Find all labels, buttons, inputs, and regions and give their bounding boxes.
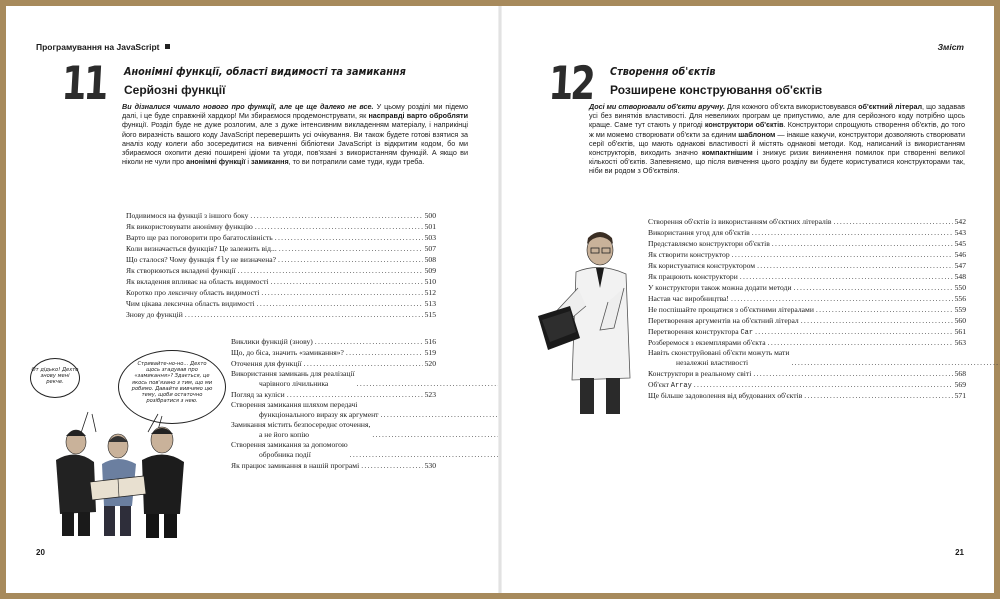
toc-entry-title-line: Створення замикання шляхом передачі	[231, 400, 358, 409]
toc-entry-title: Конструктори в реальному світі	[648, 369, 752, 378]
intro-text: , то ви потрапили саме туди, куди треба.	[288, 157, 425, 167]
toc-list	[648, 216, 966, 401]
toc-entry-title	[648, 348, 789, 368]
toc-leader	[238, 265, 423, 276]
speech-bubble-text: От дідько! Дехто знову мені рекче.	[31, 367, 79, 386]
page-number-right: 21	[955, 548, 964, 557]
toc-sub-list	[231, 336, 436, 471]
toc-entry-title: Погляд за куліси	[231, 390, 285, 399]
toc-entry-title	[231, 400, 378, 420]
toc-entry-page: 530	[424, 461, 436, 470]
toc-leader	[753, 368, 952, 379]
intro-text: функції. Розділ буде не дуже розлогим, але з дуже інтенсивним викладенням матеріалу, і наприкінці його виразність вашого коду JavaScript перевершить усі очікування. Ви також будете готові взятися за аналіз коду колеги або зосередитися на вивченні бібліотеки JavaScript із відкритим кодом, бо ми збираємося охопити деякі поширені ідіоми та угоди, пов'язані з використанням функцій. А якщо ви ніколи не чули про	[122, 120, 468, 167]
intro-text: і знижує ризик виникнення помилок при створенні великої кількості об'єктів. Запевняємо, що після вивчення цього розділу ви будете користуватися конструкторами так, ніби ви родом з Об'єктвіля.	[589, 148, 965, 176]
toc-entry-page: 569	[954, 380, 966, 389]
toc-entry-page: 516	[424, 337, 436, 346]
toc-leader	[304, 358, 423, 369]
toc-entry-title: У конструктори також можна додати методи	[648, 283, 792, 292]
toc-entry[interactable]	[231, 369, 436, 389]
toc-entry-title	[648, 379, 692, 390]
intro-text: , що задавав усі без винятків властивості. Для невеликих програм це припустимо, але для серйозного коду потрібно щось краще. Саме тут стають у пригоді	[589, 102, 965, 130]
toc-entry-title: Виклики функцій (знову)	[231, 337, 313, 346]
toc-entry-page: 545	[954, 239, 966, 248]
toc-entry[interactable]	[648, 304, 966, 315]
toc-entry-title: Оточення для функції	[231, 359, 302, 368]
toc-entry[interactable]	[648, 368, 966, 379]
scientist-reading-illustration	[530, 228, 650, 418]
toc-entry[interactable]	[648, 315, 966, 326]
chapter-subtitle: Серйозні функції	[124, 83, 226, 97]
toc-leader	[278, 254, 423, 265]
toc-leader	[791, 358, 1000, 368]
toc-entry[interactable]	[231, 400, 436, 420]
intro-bold: насправді варто обробляти	[368, 111, 468, 121]
toc-entry[interactable]	[126, 210, 436, 221]
toc-entry-page: 508	[424, 255, 436, 264]
toc-entry-page: 509	[424, 266, 436, 275]
toc-leader	[250, 210, 422, 221]
toc-leader	[185, 309, 423, 320]
intro-text: . Конструктори спрощують створення об'єктів, до того ж ми можемо створювати об'єкти за єдиним	[589, 120, 966, 139]
toc-entry[interactable]	[648, 216, 966, 227]
chapter-subtitle: Розширене конструювання об'єктів	[610, 83, 823, 97]
chapter-title: Створення об'єктів	[610, 66, 716, 78]
toc-leader	[757, 260, 953, 271]
intro-bold: анонімні функції	[186, 157, 246, 167]
toc-leader	[346, 347, 423, 358]
toc-entry-page: 560	[954, 316, 966, 325]
toc-entry[interactable]	[231, 358, 436, 369]
intro-bold: конструктори об'єктів	[704, 120, 784, 130]
toc-entry-page: 546	[954, 250, 966, 259]
toc-entry-page: 563	[954, 338, 966, 347]
running-head-right: Зміст	[937, 42, 964, 52]
toc-entry[interactable]	[648, 249, 966, 260]
toc-entry-title-line: Навіть сконструйовані об'єкти можуть мати	[648, 348, 790, 357]
toc-entry-title: Як створити конструктор	[648, 250, 730, 259]
toc-entry[interactable]	[231, 420, 436, 440]
toc-entry-page: 512	[424, 288, 436, 297]
intro-text: — інакше кажучи, конструктори дозволяють створювати серії об'єктів, що мають однакові властивості й містять однакові методи. Код, написаний із використанням конструкторів, виходить значно	[589, 129, 965, 158]
chapter-number: 11	[60, 56, 107, 110]
toc-entry-title: Що, до біса, значить «замикання»?	[231, 348, 344, 357]
toc-leader	[801, 315, 953, 326]
toc-entry-title: Як створюються вкладені функції	[126, 266, 236, 275]
toc-entry-title: Використання угод для об'єктів	[648, 228, 750, 237]
toc-entry[interactable]	[648, 293, 966, 304]
toc-leader	[834, 216, 953, 227]
toc-entry[interactable]	[126, 276, 436, 287]
toc-entry-page: 519	[424, 348, 436, 357]
toc-entry[interactable]	[231, 440, 436, 460]
intro-lead: Досі ми створювали об'єкти вручну.	[589, 102, 725, 111]
toc-entry[interactable]	[648, 282, 966, 293]
toc-leader	[315, 336, 423, 347]
toc-entry-code: Car	[740, 329, 754, 337]
running-head-left	[36, 42, 170, 52]
toc-entry-page: 520	[424, 359, 436, 368]
toc-entry[interactable]	[648, 348, 966, 368]
toc-entry[interactable]	[126, 221, 436, 232]
toc-entry-end	[789, 358, 1000, 368]
toc-entry-title: Чим цікава лексична область видимості	[126, 299, 255, 308]
toc-leader	[255, 221, 423, 232]
toc-entry-page: 547	[954, 261, 966, 270]
toc-entry-title-line: незалежні властивості	[676, 357, 749, 367]
toc-entry-title: Розберемося з екземплярами об'єкта	[648, 338, 766, 347]
left-page	[6, 6, 498, 593]
toc-leader	[772, 238, 953, 249]
toc-entry-page: 559	[954, 305, 966, 314]
toc-leader	[287, 389, 423, 400]
toc-entry-title: Як користуватися конструктором	[648, 261, 756, 270]
toc-entry-title: Як працює замикання в нашій програмі	[231, 461, 360, 470]
toc-leader	[257, 298, 423, 309]
chapter-title: Анонімні функції, області видимості та замикання	[124, 66, 406, 78]
intro-bold: об'єктний літерал	[858, 102, 923, 111]
toc-entry-title: Як використовувати анонімну функцію	[126, 222, 253, 231]
toc-entry[interactable]	[648, 326, 966, 337]
toc-leader	[361, 460, 422, 471]
toc-leader	[732, 249, 953, 260]
toc-entry-title: Як вкладення впливає на область видимості	[126, 277, 269, 286]
chapter-intro	[122, 102, 468, 166]
toc-entry[interactable]	[648, 337, 966, 348]
toc-entry-title: Коли визначається функція? Це залежить від...	[126, 244, 277, 253]
toc-entry-page: 510	[424, 277, 436, 286]
toc-leader	[794, 282, 953, 293]
toc-entry[interactable]	[126, 254, 436, 265]
toc-entry-page: 543	[954, 228, 966, 237]
intro-lead: Ви дізналися чимало нового про функції, але це ще далеко не все.	[122, 102, 374, 111]
toc-entry-title: Перетворення аргументів на об'єктний літерал	[648, 316, 799, 325]
people-reading-illustration	[40, 402, 210, 542]
intro-bold: шаблоном	[738, 129, 776, 139]
square-bullet-icon	[165, 44, 170, 49]
toc-leader	[768, 337, 953, 348]
toc-leader	[752, 227, 953, 238]
toc-entry-title	[231, 420, 370, 440]
toc-entry-page: 515	[424, 310, 436, 319]
toc-entry-page: 500	[424, 211, 436, 220]
toc-entry-title: Настав час виробництва!	[648, 294, 729, 303]
toc-entry[interactable]	[231, 389, 436, 400]
toc-entry-title	[648, 326, 753, 337]
toc-entry-title: Представляємо конструктори об'єктів	[648, 239, 770, 248]
toc-entry-title-line: Замикання містить безпосереднє оточення,	[231, 420, 371, 429]
toc-entry-page: 550	[954, 283, 966, 292]
toc-entry-title-line: обробника події	[259, 449, 311, 459]
toc-entry-page: 568	[954, 369, 966, 378]
toc-leader	[271, 276, 423, 287]
page-number-left: 20	[36, 548, 45, 557]
toc-entry[interactable]	[231, 460, 436, 471]
toc-leader	[755, 326, 953, 337]
toc-entry[interactable]	[231, 347, 436, 358]
toc-entry-title: Варто ще раз поговорити про багатослівність	[126, 233, 273, 242]
intro-text: Для кожного об'єкта використовувався	[724, 102, 859, 111]
toc-entry-title: Подивимося на функції з іншого боку	[126, 211, 249, 220]
speech-bubble-small	[30, 358, 80, 398]
toc-entry-title-part: Об'єкт	[648, 380, 671, 389]
toc-entry-page: 507	[424, 244, 436, 253]
toc-entry-page: 561	[954, 327, 966, 336]
toc-entry-title	[231, 369, 355, 389]
toc-entry[interactable]	[648, 238, 966, 249]
toc-entry-page: 556	[954, 294, 966, 303]
speech-bubble-text: Стривайте-но-но... Дехто щось згадував про «замикання»? Здається, це якось пов'язано з тим, що ми робимо. Давайте вивчимо цю тему, щоби остаточно розібратися з нею.	[131, 361, 213, 405]
toc-entry-title: Не поспішайте прощатися з об'єктними літералами	[648, 305, 814, 314]
toc-entry-page: 571	[954, 391, 966, 400]
toc-leader	[740, 271, 953, 282]
toc-entry[interactable]	[648, 260, 966, 271]
toc-entry-title-line: Створення замикання за допомогою	[231, 440, 348, 449]
toc-entry-title-part: Що сталося? Чому функція	[126, 255, 217, 264]
toc-entry-title: Знову до функцій	[126, 310, 183, 319]
intro-bold: замикання	[250, 157, 289, 167]
toc-entry-title: Як працюють конструктори	[648, 272, 738, 281]
toc-entry[interactable]	[648, 227, 966, 238]
toc-entry[interactable]	[231, 336, 436, 347]
toc-entry-title: Створення об'єктів із використанням об'єктних літералів	[648, 217, 832, 226]
toc-leader	[816, 304, 953, 315]
toc-entry[interactable]	[126, 309, 436, 320]
toc-entry-code: fly	[216, 257, 230, 265]
intro-bold: компактнішим	[702, 148, 753, 158]
toc-leader	[694, 379, 953, 390]
toc-leader	[731, 293, 953, 304]
toc-entry[interactable]	[126, 232, 436, 243]
page-frame-bottom	[0, 593, 1000, 599]
intro-text: У цьому розділі ми підемо далі, і це буде справжній хардкор! Ми збираємося продемонструвати, як	[122, 102, 468, 121]
chapter-intro	[589, 102, 965, 176]
chapter-number: 12	[547, 56, 594, 110]
toc-entry[interactable]	[126, 265, 436, 276]
toc-leader	[279, 243, 423, 254]
toc-entry-title-line: чарівного лічильника	[259, 378, 329, 388]
toc-entry-title-line: Використання замикань для реалізації	[231, 369, 355, 378]
right-page	[502, 6, 994, 593]
toc-entry-page: 513	[424, 299, 436, 308]
toc-entry-page: 501	[424, 222, 436, 231]
toc-entry-title: Ще більше задоволення від вбудованих об'єктів	[648, 391, 803, 400]
toc-entry-title-line: а не його копію	[259, 429, 310, 439]
page-frame-right	[994, 0, 1000, 599]
toc-entry[interactable]	[126, 287, 436, 298]
toc-entry[interactable]	[648, 271, 966, 282]
toc-entry-title-line: функціонального виразу як аргумент	[259, 409, 379, 419]
toc-entry-page: 523	[424, 390, 436, 399]
toc-leader	[275, 232, 423, 243]
intro-text: і	[245, 157, 251, 167]
toc-entry-title-part: не визначена?	[229, 255, 277, 264]
toc-entry-page: 542	[954, 217, 966, 226]
toc-entry-title-part: Перетворення конструктора	[648, 327, 741, 336]
toc-entry[interactable]	[126, 298, 436, 309]
toc-leader	[804, 390, 952, 401]
toc-entry[interactable]	[126, 243, 436, 254]
toc-entry-title	[126, 254, 276, 265]
toc-entry[interactable]	[648, 390, 966, 401]
toc-main-list	[126, 210, 436, 320]
running-head-text: Програмування на JavaScript	[36, 42, 160, 52]
toc-entry-page: 548	[954, 272, 966, 281]
toc-entry-page: 503	[424, 233, 436, 242]
toc-leader	[261, 287, 422, 298]
toc-entry[interactable]	[648, 379, 966, 390]
toc-entry-title	[231, 440, 348, 460]
toc-entry-code: Array	[670, 382, 692, 390]
toc-entry-title: Коротко про лексичну область видимості	[126, 288, 260, 297]
